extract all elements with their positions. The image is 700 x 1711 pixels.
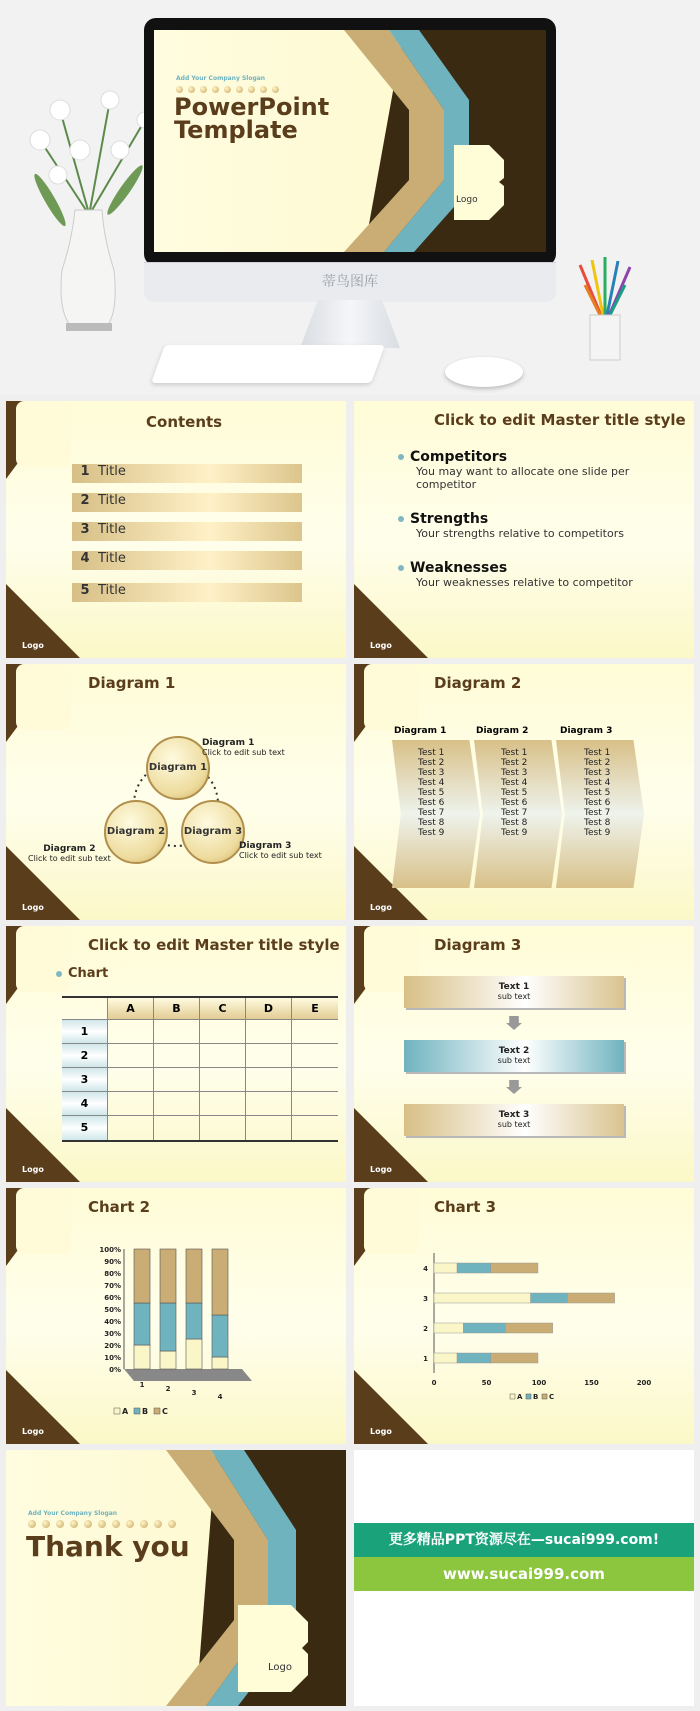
bar-segment <box>491 1263 538 1273</box>
title-line-2: Template <box>174 116 298 144</box>
list-item: 4 Title <box>72 551 302 570</box>
y-tick-label: 90% <box>104 1258 121 1266</box>
y-tick-label: 1 <box>423 1355 428 1363</box>
slide-diagram3 <box>354 926 694 1182</box>
y-tick-label: 4 <box>423 1265 428 1273</box>
legend-label: C <box>549 1393 555 1401</box>
y-tick-label: 20% <box>104 1342 121 1350</box>
keyboard-icon <box>151 345 385 383</box>
legend-swatch <box>134 1408 140 1414</box>
x-tick-label: 100 <box>531 1379 547 1387</box>
row-header: 5 <box>62 1116 108 1140</box>
logo-text: Logo <box>370 1427 392 1436</box>
pencil-cup-icon <box>570 255 640 365</box>
bar-segment <box>160 1303 176 1351</box>
bar-segment <box>160 1351 176 1369</box>
bar-segment <box>434 1293 531 1303</box>
column-list: Test 1 Test 2 Test 3 Test 4 Test 5 Test 6 Test 7 Test 8 Test 9 <box>584 748 611 838</box>
bar-segment <box>491 1353 538 1363</box>
slide-chart3 <box>354 1188 694 1444</box>
text-box: Text 2 sub text <box>404 1040 624 1072</box>
title-line-1: PowerPoint <box>174 93 330 121</box>
slide-title: Contents <box>146 413 223 431</box>
bar-segment <box>505 1323 552 1333</box>
chart-floor <box>124 1369 252 1381</box>
y-tick-label: 40% <box>104 1318 121 1326</box>
column-header: B <box>154 998 200 1020</box>
diagram-circle: Diagram 2 <box>104 800 168 864</box>
column-head: Diagram 1 <box>394 726 447 736</box>
logo-text: Logo <box>370 641 392 650</box>
list-item: 5 Title <box>72 583 302 602</box>
bar-segment <box>457 1263 491 1273</box>
column-head: Diagram 2 <box>476 726 529 736</box>
slide-chart2 <box>6 1188 346 1444</box>
row-header: 4 <box>62 1092 108 1116</box>
logo-text: Logo <box>22 1165 44 1174</box>
legend-label: A <box>122 1407 129 1416</box>
contents-list <box>72 464 302 602</box>
legend-label: C <box>162 1407 168 1416</box>
bar-segment <box>212 1249 228 1315</box>
x-tick-label: 50 <box>481 1379 492 1387</box>
column-header: A <box>108 998 154 1020</box>
diagram-label: Diagram 1 Click to edit sub text <box>202 738 285 757</box>
y-tick-label: 2 <box>423 1325 428 1333</box>
row-header: 1 <box>62 1020 108 1044</box>
x-tick-label: 150 <box>584 1379 599 1387</box>
y-tick-label: 80% <box>104 1270 121 1278</box>
column-list: Test 1 Test 2 Test 3 Test 4 Test 5 Test 6 Test 7 Test 8 Test 9 <box>418 748 445 838</box>
slogan: Add Your Company Slogan <box>28 1510 118 1517</box>
list-item: 2 Title <box>72 493 302 512</box>
slide-title: Click to edit Master title style <box>88 936 340 954</box>
monitor-stand <box>300 300 400 348</box>
y-tick-label: 0% <box>109 1366 121 1374</box>
slide-chart-table <box>6 926 346 1182</box>
logo-text: Logo <box>268 1662 292 1673</box>
legend-swatch <box>510 1394 515 1399</box>
logo-text: Logo <box>22 903 44 912</box>
legend-swatch <box>154 1408 160 1414</box>
x-tick-label: 0 <box>431 1379 437 1387</box>
y-tick-label: 50% <box>104 1306 121 1314</box>
y-tick-label: 60% <box>104 1294 121 1302</box>
list-item: Weaknesses Your weaknesses relative to competitor <box>398 560 683 589</box>
legend-label: B <box>142 1407 149 1416</box>
legend-swatch <box>526 1394 531 1399</box>
mouse-icon <box>445 357 523 387</box>
logo-text: Logo <box>22 1427 44 1436</box>
slide-thank-you <box>6 1450 346 1706</box>
monitor <box>144 18 556 266</box>
promo-panel <box>354 1450 694 1706</box>
logo-text: Logo <box>370 1165 392 1174</box>
diagram-circle: Diagram 3 <box>181 800 245 864</box>
diagram-label: Diagram 2 Click to edit sub text <box>28 844 111 863</box>
title-slide-preview <box>154 30 546 252</box>
x-tick-label: 3 <box>191 1389 197 1397</box>
legend-swatch <box>114 1408 120 1414</box>
slide-title: Diagram 2 <box>434 674 522 692</box>
data-table <box>62 996 338 1142</box>
bar-segment <box>186 1249 202 1303</box>
slide-title: Diagram 3 <box>434 936 522 954</box>
list-item: 1 Title <box>72 464 302 483</box>
slide-title: Chart 3 <box>434 1198 497 1216</box>
legend-swatch <box>542 1394 547 1399</box>
bar-segment <box>457 1353 491 1363</box>
x-tick-label: 4 <box>217 1393 223 1401</box>
y-tick-label: 3 <box>423 1295 428 1303</box>
text-box: Text 3 sub text <box>404 1104 624 1136</box>
x-tick-label: 2 <box>165 1385 171 1393</box>
thank-you-title: Thank you <box>26 1530 190 1563</box>
dot-row <box>176 86 279 93</box>
y-tick-label: 100% <box>99 1246 121 1254</box>
logo-text: Logo <box>370 903 392 912</box>
bar-segment <box>186 1339 202 1369</box>
diagram-circle: Diagram 1 <box>146 736 210 800</box>
bar-segment <box>567 1293 614 1303</box>
down-arrow-icon <box>506 1080 522 1094</box>
bar-segment <box>212 1315 228 1357</box>
slide-title: Click to edit Master title style <box>434 411 686 429</box>
slide-master-bullets <box>354 401 694 658</box>
slide-diagram1 <box>6 664 346 920</box>
slide-title: Chart 2 <box>88 1198 151 1216</box>
column-header: D <box>246 998 292 1020</box>
logo-text: Logo <box>22 641 44 650</box>
hero-mockup <box>0 0 700 395</box>
slogan: Add Your Company Slogan <box>176 75 266 82</box>
slide-title: Diagram 1 <box>88 674 176 692</box>
legend-label: A <box>517 1393 523 1401</box>
bar-segment <box>134 1303 150 1345</box>
y-tick-label: 70% <box>104 1282 121 1290</box>
column-list: Test 1 Test 2 Test 3 Test 4 Test 5 Test 6 Test 7 Test 8 Test 9 <box>501 748 528 838</box>
chart-bullet: Chart <box>56 966 108 981</box>
horizontal-stacked-bar-chart <box>414 1248 674 1406</box>
row-header: 3 <box>62 1068 108 1092</box>
bar-segment <box>434 1323 463 1333</box>
x-tick-label: 200 <box>636 1379 652 1387</box>
bar-segment <box>463 1323 505 1333</box>
bar-segment <box>160 1249 176 1303</box>
dot-row <box>28 1520 176 1528</box>
column-header: C <box>200 998 246 1020</box>
slide-diagram2 <box>354 664 694 920</box>
slide-contents <box>6 401 346 658</box>
legend-label: B <box>533 1393 539 1401</box>
x-tick-label: 1 <box>139 1381 145 1389</box>
promo-banner-2[interactable]: www.sucai999.com <box>354 1557 694 1591</box>
bar-segment <box>434 1353 457 1363</box>
bar-segment <box>186 1303 202 1339</box>
promo-banner-1[interactable]: 更多精品PPT资源尽在—sucai999.com! <box>354 1523 694 1557</box>
y-tick-label: 10% <box>104 1354 121 1362</box>
list-item: Competitors You may want to allocate one slide per competitor <box>398 449 683 491</box>
monitor-chin: 蒂鸟图库 <box>144 262 556 302</box>
diagram-label: Diagram 3 Click to edit sub text <box>239 841 322 860</box>
bar-segment <box>212 1357 228 1369</box>
bar-segment <box>134 1345 150 1369</box>
column-head: Diagram 3 <box>560 726 613 736</box>
flower-vase-icon <box>20 80 155 340</box>
column-header: E <box>292 998 338 1020</box>
bar-segment <box>531 1293 568 1303</box>
down-arrow-icon <box>506 1016 522 1030</box>
list-item: 3 Title <box>72 522 302 541</box>
bar-segment <box>134 1249 150 1303</box>
bar-segment <box>434 1263 457 1273</box>
y-tick-label: 30% <box>104 1330 121 1338</box>
row-header: 2 <box>62 1044 108 1068</box>
logo-text: Logo <box>456 195 478 205</box>
bullet-list <box>398 449 683 589</box>
stacked-percent-bar-chart <box>94 1244 269 1422</box>
text-box: Text 1 sub text <box>404 976 624 1008</box>
list-item: Strengths Your strengths relative to competitors <box>398 511 683 540</box>
